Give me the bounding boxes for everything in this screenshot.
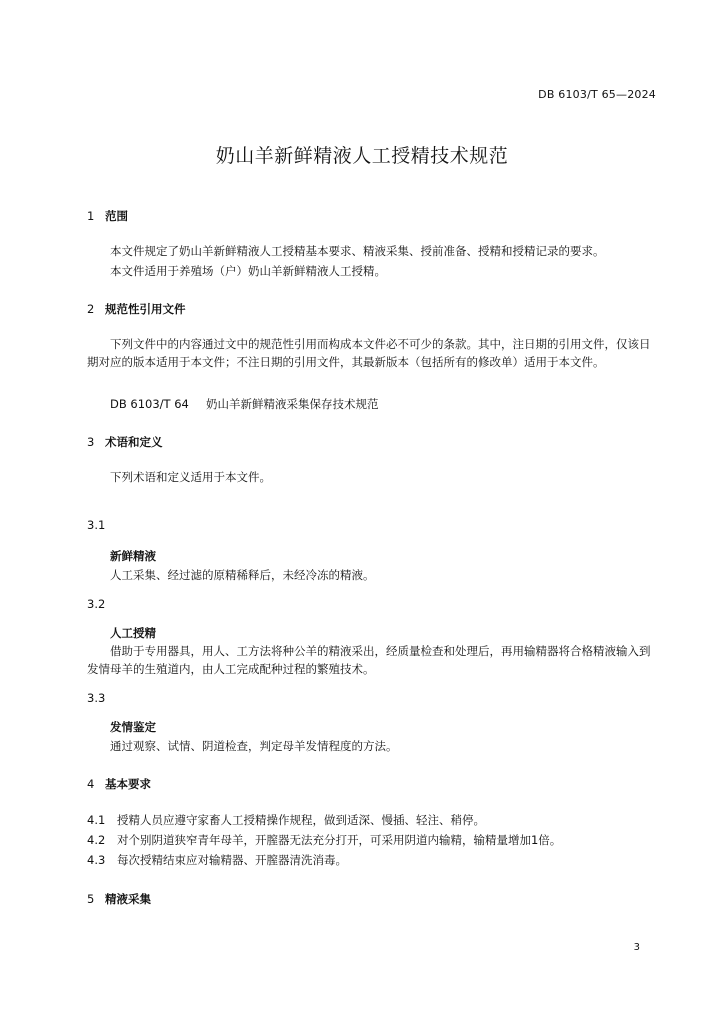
document-title: 奶山羊新鲜精液人工授精技术规范: [215, 145, 509, 167]
section-title: 基本要求: [105, 777, 151, 791]
page-number: 3: [633, 942, 640, 953]
requirement-item: [87, 832, 561, 848]
section-4-heading: [87, 776, 151, 792]
section-number: 4: [87, 777, 95, 791]
section-title: 范围: [105, 209, 128, 223]
section-3-paragraph-1: 下列术语和定义适用于本文件。: [110, 470, 271, 484]
reference-title: 奶山羊新鲜精液采集保存技术规范: [206, 397, 379, 411]
section-2-heading: [87, 301, 186, 317]
term-number: 3.1: [87, 518, 106, 532]
normative-reference: [110, 396, 379, 412]
term-definition: 通过观察、试情、阴道检查，判定母羊发情程度的方法。: [110, 739, 398, 753]
document-id: DB 6103/T 65—2024: [538, 88, 656, 101]
requirement-number: 4.1: [87, 813, 106, 827]
section-number: 5: [87, 892, 95, 906]
section-number: 3: [87, 435, 95, 449]
section-title: 精液采集: [105, 892, 151, 906]
section-2-paragraph-1: 下列文件中的内容通过文中的规范性引用而构成本文件必不可少的条款。其中，注日期的引用文件，仅该日期对应的版本适用于本文件；不注日期的引用文件，其最新版本（包括所有的修改单）适用于本文件。: [87, 337, 651, 369]
section-number: 1: [87, 209, 95, 223]
term-definition: 人工采集、经过滤的原精稀释后，未经冷冻的精液。: [110, 568, 375, 582]
requirement-item: [87, 812, 485, 828]
section-title: 规范性引用文件: [105, 302, 186, 316]
requirement-item: [87, 852, 347, 868]
requirement-number: 4.2: [87, 833, 106, 847]
section-1-heading: [87, 208, 128, 224]
section-1-paragraph-2: 本文件适用于养殖场（户）奶山羊新鲜精液人工授精。: [110, 264, 386, 278]
term-title: 人工授精: [110, 626, 156, 640]
term-title: 新鲜精液: [110, 549, 156, 563]
section-5-heading: [87, 891, 151, 907]
requirement-number: 4.3: [87, 853, 106, 867]
term-number: 3.3: [87, 691, 106, 705]
term-title: 发情鉴定: [110, 720, 156, 734]
term-number: 3.2: [87, 597, 106, 611]
section-title: 术语和定义: [105, 435, 163, 449]
section-1-paragraph-1: 本文件规定了奶山羊新鲜精液人工授精基本要求、精液采集、授前准备、授精和授精记录的要求。: [110, 244, 605, 258]
requirement-text: 每次授精结束应对输精器、开膣器清洗消毒。: [117, 853, 347, 867]
reference-code: DB 6103/T 64: [110, 397, 189, 411]
requirement-text: 授精人员应遵守家畜人工授精操作规程，做到适深、慢插、轻注、稍停。: [117, 813, 485, 827]
requirement-text: 对个别阴道狭窄青年母羊，开膣器无法充分打开，可采用阴道内输精，输精量增加1倍。: [117, 833, 562, 847]
term-definition: 借助于专用器具，用人、工方法将种公羊的精液采出，经质量检查和处理后，再用输精器将合格精液输入到发情母羊的生殖道内，由人工完成配种过程的繁殖技术。: [87, 644, 651, 676]
section-number: 2: [87, 302, 95, 316]
section-3-heading: [87, 434, 163, 450]
